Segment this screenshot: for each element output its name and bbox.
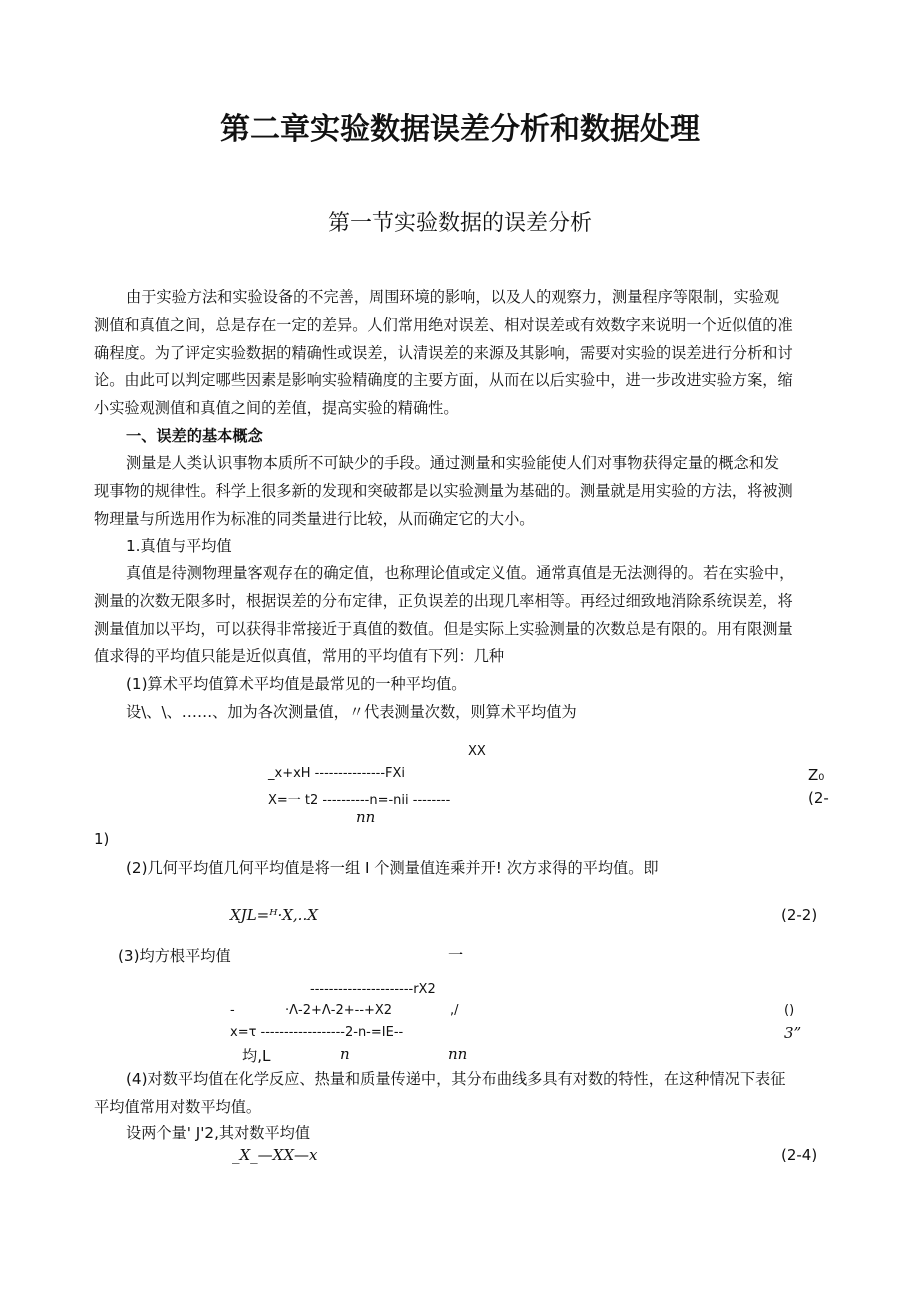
item-arithmetic-desc: 设\、\、……、加为各次测量值，〃代表测量次数，则算术平均值为	[126, 703, 577, 721]
eq1-z0: Z₀	[808, 766, 825, 784]
eq3-minus: -	[230, 1003, 235, 1018]
eq1-line3: nn	[356, 808, 376, 826]
eq1-number-b: 1)	[94, 830, 110, 848]
intro-line: 小实验观测值和真值之间的差值，提高实验的精确性。	[94, 399, 459, 418]
eq3-number: 3”	[784, 1024, 802, 1042]
log-mean-line: (4)对数平均值在化学反应、热量和质量传递中，其分布曲线多具有对数的特性，在这种情况下表征	[126, 1070, 786, 1088]
concept-paragraph	[94, 450, 874, 533]
truth-paragraph	[94, 560, 874, 671]
intro-line: 论。由此可以判定哪些因素是影响实验精确度的主要方面，从而在以后实验中，进一步改进实验方案，缩	[94, 371, 793, 390]
eq3-n: n	[340, 1045, 350, 1063]
section-title: 第一节实验数据的误差分析	[327, 211, 592, 236]
intro-line: 测值和真值之间，总是存在一定的差异。人们常用绝对误差、相对误差或有效数字来说明一个近似值的准	[94, 315, 793, 334]
eq2-number: (2-2)	[781, 906, 818, 924]
eq3-slash: ,/	[450, 1003, 459, 1018]
intro-paragraph	[94, 284, 874, 423]
heading-truth-average: 1.真值与平均值	[126, 537, 232, 555]
truth-line: 测量值加以平均，可以获得非常接近于真值的数值。但是实际上实验测量的次数总是有限的。用有限测量	[94, 619, 793, 638]
eq3-top: ----------------------rX2	[310, 982, 436, 997]
eq4-formula: _X_—XX—x	[232, 1146, 318, 1164]
truth-line: 值求得的平均值只能是近似真值，常用的平均值有下列：几种	[94, 647, 505, 666]
truth-line: 真值是待测物理量客观存在的确定值，也称理论值或定义值。通常真值是无法测得的。若在实验中，	[126, 564, 795, 582]
item-log-desc: 设两个量' J'2,其对数平均值	[126, 1124, 311, 1142]
heading-basic-concepts: 一、误差的基本概念	[126, 427, 263, 445]
eq1-line2: X=一 t2 ----------n=-nii --------	[268, 793, 451, 808]
log-mean-line: 平均值常用对数平均值。	[94, 1097, 262, 1116]
eq1-top: XX	[468, 744, 486, 759]
eq3-paren: ()	[784, 1003, 795, 1018]
eq3-nn: nn	[448, 1045, 468, 1063]
eq1-number-a: (2-	[808, 789, 829, 807]
eq1-line1: _x+xH ---------------FXi	[268, 766, 406, 781]
truth-line: 测量的次数无限多时，根据误差的分布定律，正负误差的出现几率相等。再经过细致地消除系统误差，将	[94, 591, 793, 610]
eq3-numerator: ·Λ-2+Λ-2+--+X2	[285, 1003, 393, 1018]
log-mean-paragraph	[94, 1066, 874, 1122]
item-arithmetic-mean: (1)算术平均值算术平均值是最常见的一种平均值。	[126, 675, 467, 693]
concept-line: 现事物的规律性。科学上很多新的发现和突破都是以实验测量为基础的。测量就是用实验的方法，将被测	[94, 481, 793, 500]
intro-line: 确程度。为了评定实验数据的精确性或误差，认清误差的来源及其影响，需要对实验的误差进行分析和讨	[94, 343, 793, 362]
intro-line: 由于实验方法和实验设备的不完善，周围环境的影响，以及人的观察力，测量程序等限制，实验观	[126, 288, 780, 306]
eq2-formula: XJL=ᴴ·X,..X	[230, 906, 318, 924]
eq3-jun: 均,L	[242, 1047, 271, 1065]
eq4-number: (2-4)	[781, 1146, 818, 1164]
concept-line: 物理量与所选用作为标准的同类量进行比较，从而确定它的大小。	[94, 509, 535, 528]
eq3-dash: 一	[448, 946, 464, 964]
eq3-line2: x=τ ------------------2-n-=IE--	[230, 1025, 404, 1040]
chapter-title: 第二章实验数据误差分析和数据处理	[220, 112, 700, 147]
concept-line: 测量是人类认识事物本质所不可缺少的手段。通过测量和实验能使人们对事物获得定量的概念和发	[126, 454, 780, 472]
item-rms-mean: (3)均方根平均值	[118, 947, 231, 965]
item-geometric-mean: (2)几何平均值几何平均值是将一组 I 个测量值连乘并开! 次方求得的平均值。即	[126, 859, 659, 877]
